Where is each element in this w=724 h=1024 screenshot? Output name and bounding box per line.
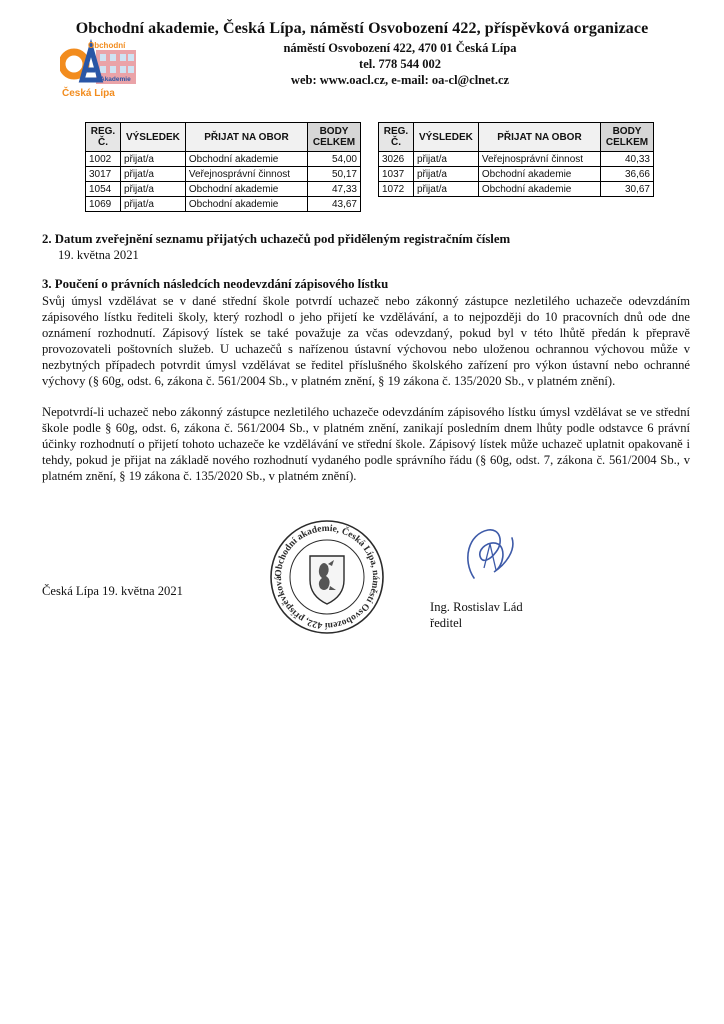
table-row: [86, 167, 361, 182]
cell-reg: 3026: [379, 152, 414, 167]
table-row: [379, 167, 654, 182]
cell-points: 50,17: [308, 167, 361, 182]
col-header-reg: REG. Č.: [379, 123, 414, 152]
official-stamp: [268, 518, 386, 636]
col-header-points: BODY CELKEM: [308, 123, 361, 152]
cell-points: 43,67: [308, 197, 361, 212]
school-phone: tel. 778 544 002: [359, 57, 441, 71]
school-address: náměstí Osvobození 422, 470 01 Česká Lípa: [283, 41, 517, 55]
signature-icon: [454, 520, 524, 586]
cell-reg: 1002: [86, 152, 121, 167]
school-name-title: Obchodní akademie, Česká Lípa, náměstí Osvobození 422, příspěvková organizace: [75, 20, 649, 37]
cell-field: Veřejnosprávní činnost: [185, 167, 307, 182]
table-row: [86, 152, 361, 167]
cell-field: Veřejnosprávní činnost: [478, 152, 600, 167]
cell-reg: 3017: [86, 167, 121, 182]
cell-result: přijat/a: [413, 182, 478, 197]
school-web-email: web: www.oacl.cz, e-mail: oa-cl@clnet.cz: [290, 73, 510, 87]
section-3-heading: 3. Poučení o právních následcích neodevzdání zápisového lístku: [42, 277, 389, 291]
cell-field: Obchodní akademie: [478, 182, 600, 197]
cell-reg: 1037: [379, 167, 414, 182]
table-header-row: [86, 123, 361, 152]
cell-result: přijat/a: [120, 182, 185, 197]
cell-points: 47,33: [308, 182, 361, 197]
col-header-field: PŘIJAT NA OBOR: [478, 123, 600, 152]
signer-role: ředitel: [430, 616, 463, 630]
logo-word-top: Obchodní: [88, 41, 126, 50]
col-header-reg: REG. Č.: [86, 123, 121, 152]
section-2-date: 19. května 2021: [58, 248, 139, 262]
cell-field: Obchodní akademie: [478, 167, 600, 182]
signer-name: Ing. Rostislav Lád: [430, 600, 523, 614]
section-3-paragraph-1: Svůj úmysl vzdělávat se v dané střední škole potvrdí uchazeč nebo zákonný zástupce nezletilého uchazeče odevzdáním zápisového lístku řediteli školy, který rozhodl o jeho přijetí ke vzdělávání, a to nejpozději do 10 pracovních dnů ode dne oznámení rozhodnutí. Zápisový lístek se také považuje za včas odevzdaný, pokud byl v této lhůtě předán k přepravě provozovateli poštovních služeb. U uchazečů s nařízenou ústavní výchovou nebo uloženou ochrannou výchovou může v nezbytných případech potvrdit úmysl vzdělávat se ředitel příslušného školského zařízení pro výkon ústavní nebo ochranné výchovy (§ 60g, odst. 6, zákona č. 561/2004 Sb., v platném znění, § 19 zákona č. 135/2020 Sb., v platném znění).: [42, 294, 690, 388]
table-row: [86, 197, 361, 212]
cell-reg: 1054: [86, 182, 121, 197]
section-2-heading: 2. Datum zveřejnění seznamu přijatých uchazečů pod přiděleným registračním číslem: [42, 232, 511, 246]
cell-points: 40,33: [601, 152, 654, 167]
cell-field: Obchodní akademie: [185, 152, 307, 167]
table-header-row: [379, 123, 654, 152]
cell-points: 36,66: [601, 167, 654, 182]
cell-result: přijat/a: [120, 152, 185, 167]
results-table-right: [378, 122, 654, 197]
cell-result: přijat/a: [120, 167, 185, 182]
cell-reg: 1069: [86, 197, 121, 212]
logo-word-bottom: Česká Lípa: [62, 88, 115, 99]
school-logo: [60, 36, 142, 100]
cell-field: Obchodní akademie: [185, 182, 307, 197]
stamp-text: Obchodní akademie, Česká Lípa, náměstí Osvobození 422, příspěvková: [273, 523, 381, 631]
cell-points: 30,67: [601, 182, 654, 197]
section-3-paragraph-2: Nepotvrdí-li uchazeč nebo zákonný zástupce nezletilého uchazeče odevzdáním zápisového lístku úmysl vzdělávat se ve střední škole podle § 60g, odst. 6, zákona č. 561/2004 Sb., v platném znění, zanikají posledním dnem lhůty podle odstavce 6 právní účinky rozhodnutí o přijetí tohoto uchazeče ke vzdělávání ve střední škole. Zápisový lístek může uchazeč uplatnit opakovaně i tehdy, pokud je přijat na základě nového rozhodnutí vydaného podle správního řádu (§ 60g, odst. 7, zákona č. 561/2004 Sb., v platném znění, § 19 zákona č. 135/2020 Sb., v platném znění).: [42, 405, 690, 483]
table-row: [379, 152, 654, 167]
col-header-points: BODY CELKEM: [601, 123, 654, 152]
cell-field: Obchodní akademie: [185, 197, 307, 212]
place-and-date: Česká Lípa 19. května 2021: [42, 584, 183, 598]
col-header-result: VÝSLEDEK: [413, 123, 478, 152]
cell-points: 54,00: [308, 152, 361, 167]
results-table-left: [85, 122, 361, 212]
table-row: [86, 182, 361, 197]
cell-reg: 1072: [379, 182, 414, 197]
col-header-result: VÝSLEDEK: [120, 123, 185, 152]
table-row: [379, 182, 654, 197]
cell-result: přijat/a: [413, 152, 478, 167]
cell-result: přijat/a: [120, 197, 185, 212]
cell-result: přijat/a: [413, 167, 478, 182]
col-header-field: PŘIJAT NA OBOR: [185, 123, 307, 152]
logo-word-mid: Akademie: [100, 76, 131, 83]
